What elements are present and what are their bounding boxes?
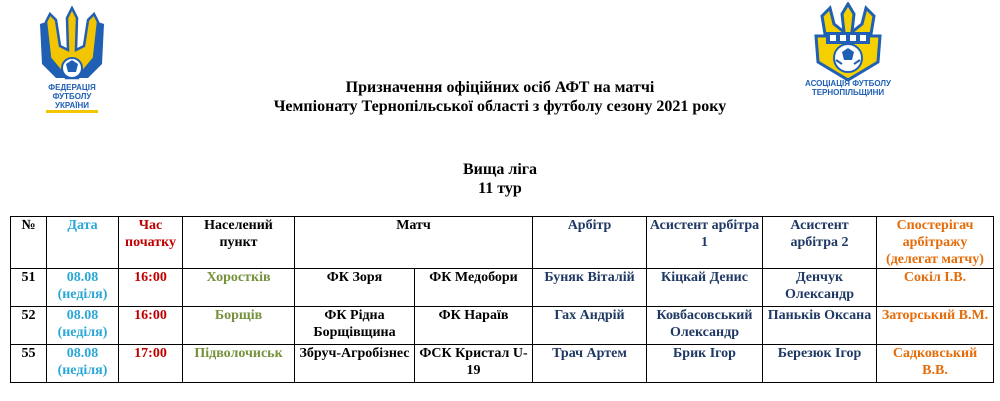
cell-observer: Сокіл І.В. [877,269,994,307]
cell-assistant1: Кіцкай Денис [647,269,763,307]
cell-num: 51 [11,269,47,307]
page-title: Призначення офіційних осіб АФТ на матчі [345,79,655,96]
svg-text:АСОЦІАЦІЯ ФУТБОЛУ: АСОЦІАЦІЯ ФУТБОЛУ [804,79,892,88]
cell-date: 08.08 (неділя) [47,345,119,383]
cell-num: 52 [11,307,47,345]
table-row [11,269,994,307]
cell-assistant2: Паньків Оксана [763,307,877,345]
cell-observer: Заторський В.М. [877,307,994,345]
cell-date: 08.08 (неділя) [47,307,119,345]
cell-assistant1: Брик Ігор [647,345,763,383]
svg-text:ФЕДЕРАЦІЯ: ФЕДЕРАЦІЯ [48,83,96,92]
cell-time: 16:00 [119,307,183,345]
cell-observer: Садковський В.В. [877,345,994,383]
cell-time: 16:00 [119,269,183,307]
appointments-table [10,216,994,383]
cell-away-team: ФК Нараїв [415,307,533,345]
col-header-date: Дата [47,217,119,269]
cell-date: 08.08 (неділя) [47,269,119,307]
round-name: 11 тур [478,180,522,197]
cell-place: Борщів [183,307,295,345]
cell-place: Хоростків [183,269,295,307]
col-header-time: Час початку [119,217,183,269]
league-name: Вища ліга [462,161,538,178]
table-header-row [11,217,994,269]
cell-assistant1: Ковбасовський Олександр [647,307,763,345]
cell-referee: Трач Артем [533,345,647,383]
cell-home-team: ФК Рідна Борщівщина [295,307,415,345]
svg-text:ФУТБОЛУ: ФУТБОЛУ [52,92,92,101]
cell-assistant2: Березюк Ігор [763,345,877,383]
col-header-assistant2: Асистент арбітра 2 [763,217,877,269]
cell-place: Підволочиськ [183,345,295,383]
col-header-place: Населений пункт [183,217,295,269]
col-header-assistant1: Асистент арбітра 1 [647,217,763,269]
col-header-num: № [11,217,47,269]
svg-text:ТЕРНОПІЛЬЩИНИ: ТЕРНОПІЛЬЩИНИ [811,88,885,97]
cell-num: 55 [11,345,47,383]
col-header-observer: Спостерігач арбітражу (делегат матчу) [877,217,994,269]
cell-referee: Буняк Віталій [533,269,647,307]
cell-assistant2: Денчук Олександр [763,269,877,307]
svg-text:УКРАЇНИ: УКРАЇНИ [54,101,90,110]
cell-away-team: ФСК Кристал U-19 [415,345,533,383]
cell-referee: Гах Андрій [533,307,647,345]
col-header-referee: Арбітр [533,217,647,269]
cell-home-team: Збруч-Агробізнес [295,345,415,383]
col-header-match: Матч [295,217,533,269]
cell-home-team: ФК Зоря [295,269,415,307]
table-row [11,307,994,345]
cell-away-team: ФК Медобори [415,269,533,307]
cell-time: 17:00 [119,345,183,383]
page-subtitle: Чемпіонату Тернопільської області з футболу сезону 2021 року [273,98,727,115]
table-row [11,345,994,383]
